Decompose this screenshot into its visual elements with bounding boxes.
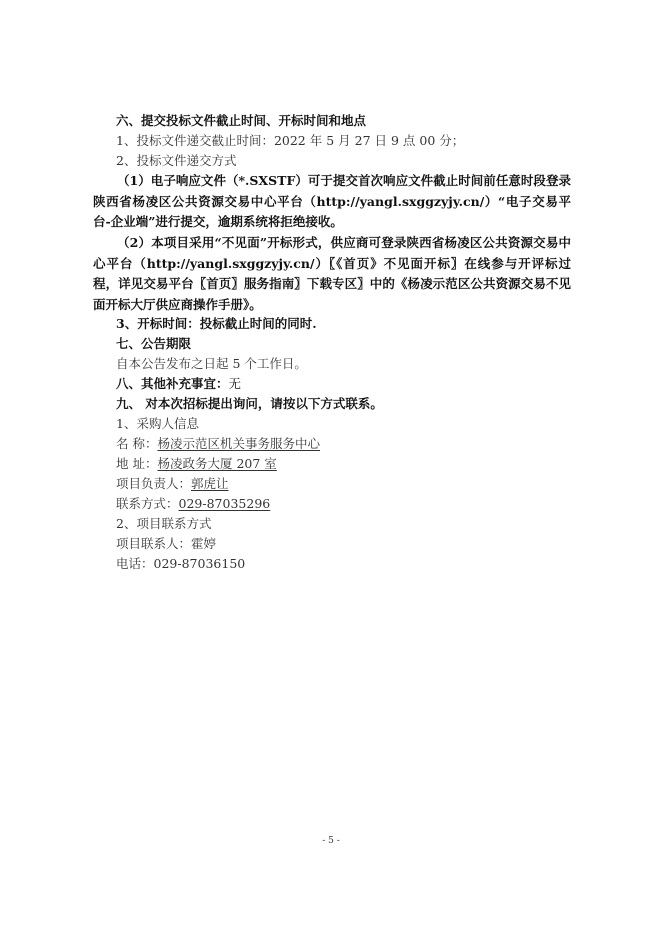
buyer-phone: 029-87035296 <box>178 496 271 511</box>
buyer-contact: 郭虎让 <box>191 476 229 491</box>
project-contact-row <box>116 534 216 554</box>
project-contact-label: 项目联系人： <box>116 536 192 551</box>
buyer-name-row <box>116 434 320 454</box>
buyer-contact-row <box>116 474 229 494</box>
electronic-submission-paragraph: （1）电子响应文件（*.SXSTF）可于提交首次响应文件截止时间前任意时段登录陕西省杨凌区公共资源交易中心平台（http://yangl.sxggzyjy.cn/）“电子交易平台-企业端”进行提交，逾期系统将拒绝接收。 <box>93 173 571 229</box>
section-8-value: 无 <box>228 376 242 391</box>
opening-time: 3、开标时间：投标截止时间的同时. <box>116 316 317 331</box>
buyer-name-label: 名 称： <box>116 436 158 451</box>
buyer-address-label: 地 址： <box>116 456 158 471</box>
project-contact-title: 2、项目联系方式 <box>116 516 212 531</box>
buyer-name: 杨凌示范区机关事务服务中心 <box>157 436 320 451</box>
buyer-address: 杨凌政务大厦 207 室 <box>157 456 277 471</box>
section-7-heading: 七、公告期限 <box>116 336 192 351</box>
buyer-address-row <box>116 454 277 474</box>
buyer-phone-label: 联系方式： <box>116 496 179 511</box>
bid-deadline: 1、投标文件递交截止时间：2022 年 5 月 27 日 9 点 00 分； <box>116 133 465 148</box>
section-8-heading: 八、其他补充事宜： <box>116 376 229 391</box>
project-phone-row <box>116 554 245 574</box>
section-9-heading: 九、 对本次招标提出询问，请按以下方式联系。 <box>116 396 383 411</box>
project-phone: 029-87036150 <box>153 556 246 571</box>
section-8-line <box>116 374 241 394</box>
project-phone-label: 电话： <box>116 556 154 571</box>
buyer-contact-label: 项目负责人： <box>116 476 192 491</box>
project-contact: 霍婷 <box>191 536 217 551</box>
buyer-info-title: 1、采购人信息 <box>116 416 199 431</box>
remote-opening-paragraph: （2）本项目采用“不见面”开标形式，供应商可登录陕西省杨凌区公共资源交易中心平台（http://yangl.sxggzyjy.cn/）〖《首页》不见面开标〗在线参与开评标过程，详见交易平台〖首页〗服务指南〗下载专区〗中的《杨凌示范区公共资源交易不见面开标大厅供应商操作手册》。 <box>93 235 571 312</box>
buyer-phone-row <box>116 494 270 514</box>
section-6-heading: 六、提交投标文件截止时间、开标时间和地点 <box>116 113 367 128</box>
page-number: - 5 - <box>322 836 340 846</box>
announcement-period: 自本公告发布之日起 5 个工作日。 <box>116 356 307 371</box>
submission-method-title: 2、投标文件递交方式 <box>116 153 237 168</box>
